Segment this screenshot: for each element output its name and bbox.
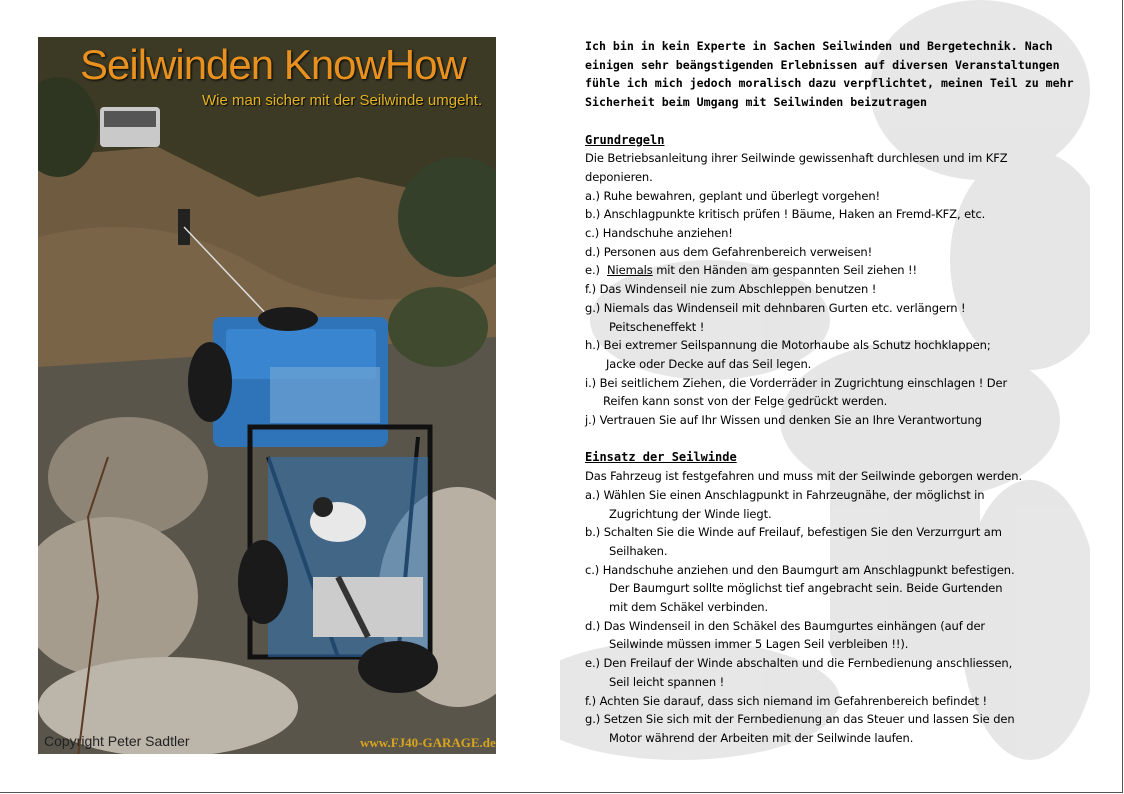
einsatz-step: e.) Den Freilauf der Winde abschalten und die Fernbedienung anschliessen, xyxy=(585,656,1013,671)
rule-h-cont: Jacke oder Decke auf das Seil legen. xyxy=(606,356,812,371)
rule-i: i.) Bei seitlichem Ziehen, die Vorderräder in Zugrichtung einschlagen ! Der xyxy=(585,375,1008,390)
rule-e-prefix: e.) xyxy=(585,263,608,278)
rule-d: d.) Personen aus dem Gefahrenbereich verweisen! xyxy=(585,244,873,259)
rule-a: a.) Ruhe bewahren, geplant und überlegt vorgehen! xyxy=(585,188,881,203)
rule-i-cont: Reifen kann sonst von der Felge gedrückt werden. xyxy=(603,394,888,409)
grundregeln-heading: Grundregeln xyxy=(585,132,665,147)
photo-url: www.FJ40-GARAGE.de xyxy=(360,735,496,750)
offroad-scene-illustration xyxy=(38,37,496,754)
photo-title: Seilwinden KnowHow xyxy=(80,41,466,88)
intro-line: Sicherheit beim Umgang mit Seilwinden beizutragen xyxy=(585,95,928,110)
einsatz-list xyxy=(585,467,1075,748)
einsatz-heading: Einsatz der Seilwinde xyxy=(585,450,737,465)
einsatz-steps xyxy=(585,486,1075,748)
einsatz-step: f.) Achten Sie darauf, dass sich niemand im Gefahrenbereich befindet ! xyxy=(585,693,988,708)
einsatz-step: c.) Handschuhe anziehen und den Baumgurt am Anschlagpunkt befestigen. xyxy=(585,562,1015,577)
text-column xyxy=(585,37,1075,748)
cover-photo xyxy=(38,37,496,754)
rule-j: j.) Vertrauen Sie auf Ihr Wissen und denken Sie an Ihre Verantwortung xyxy=(585,413,982,428)
rule-e-emphasis: Niemals xyxy=(607,263,653,278)
rule-h: h.) Bei extremer Seilspannung die Motorhaube als Schutz hochklappen; xyxy=(585,338,991,353)
intro-line: Ich bin in kein Experte in Sachen Seilwinden und Bergetechnik. Nach xyxy=(585,39,1053,53)
rule-b: b.) Anschlagpunkte kritisch prüfen ! Bäume, Haken an Fremd-KFZ, etc. xyxy=(585,207,986,222)
rule-f: f.) Das Windenseil nie zum Abschleppen benutzen ! xyxy=(585,282,877,297)
grundregeln-list xyxy=(585,149,1075,430)
einsatz-step-cont: Zugrichtung der Winde liegt. xyxy=(609,506,772,521)
einsatz-lead: Das Fahrzeug ist festgefahren und muss mit der Seilwinde geborgen werden. xyxy=(585,469,1023,484)
einsatz-step-cont: Seil leicht spannen ! xyxy=(609,674,725,689)
einsatz-step: d.) Das Windenseil in den Schäkel des Baumgurtes einhängen (auf der xyxy=(585,618,986,633)
einsatz-step-cont: Der Baumgurt sollte möglichst tief angebracht sein. Beide Gurtenden xyxy=(609,581,1003,596)
rule-e-rest: mit den Händen am gespannten Seil ziehen !! xyxy=(652,263,918,278)
intro-line: fühle ich mich jedoch moralisch dazu verpflichtet, meinen Teil zu mehr xyxy=(585,76,1074,91)
grundregeln-lead-line: Die Betriebsanleitung ihrer Seilwinde gewissenhaft durchlesen und im KFZ xyxy=(585,151,1008,166)
einsatz-step: b.) Schalten Sie die Winde auf Freilauf, befestigen Sie den Verzurrgurt am xyxy=(585,525,1002,540)
einsatz-step: a.) Wählen Sie einen Anschlagpunkt in Fahrzeugnähe, der möglichst in xyxy=(585,487,985,502)
rule-g-cont: Peitscheneffekt ! xyxy=(609,319,705,334)
photo-copyright: Copyright Peter Sadtler xyxy=(44,733,190,749)
grundregeln-lead-line: deponieren. xyxy=(585,169,653,184)
photo-subtitle: Wie man sicher mit der Seilwinde umgeht. xyxy=(202,92,483,109)
einsatz-step: g.) Setzen Sie sich mit der Fernbedienung an das Steuer und lassen Sie den xyxy=(585,712,1015,727)
intro-paragraph xyxy=(585,37,1075,112)
einsatz-step-cont: Seilhaken. xyxy=(609,543,668,558)
einsatz-step-cont: Motor während der Arbeiten mit der Seilwinde laufen. xyxy=(609,730,914,745)
rule-g: g.) Niemals das Windenseil mit dehnbaren Gurten etc. verlängern ! xyxy=(585,300,966,315)
einsatz-step-cont: Seilwinde müssen immer 5 Lagen Seil verbleiben !!). xyxy=(609,637,909,652)
rule-c: c.) Handschuhe anziehen! xyxy=(585,226,733,241)
rule-e xyxy=(585,261,1075,280)
intro-line: einigen sehr beängstigenden Erlebnissen auf diversen Veranstaltungen xyxy=(585,57,1060,72)
einsatz-step-cont: mit dem Schäkel verbinden. xyxy=(609,600,769,615)
